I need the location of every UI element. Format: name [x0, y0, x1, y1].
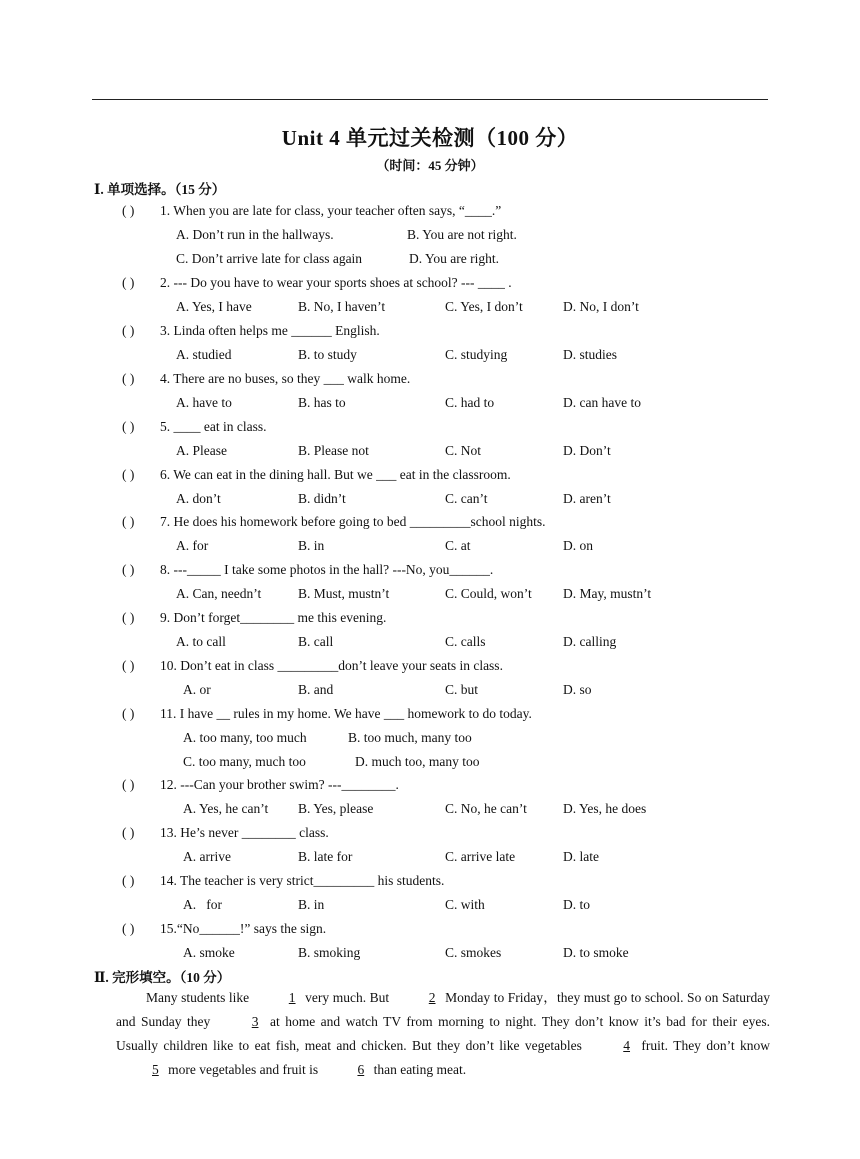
option-c: C. at — [445, 538, 471, 553]
cloze-passage — [116, 986, 770, 1082]
option-b: B. Must, mustn’t — [298, 586, 390, 601]
option-d: D. You are right. — [409, 251, 499, 266]
option-b: B. late for — [298, 849, 353, 864]
option-b: B. too much, many too — [348, 730, 472, 745]
passage-text: more vegetables and fruit is — [168, 1062, 319, 1077]
question-1 — [122, 203, 501, 219]
option-a: A. Can, needn’t — [176, 586, 262, 601]
option-a: A. or — [183, 682, 211, 697]
question-text: 6. We can eat in the dining hall. But we ___ eat in the classroom. — [160, 467, 511, 482]
option-a: A. Yes, I have — [176, 299, 252, 314]
question-text: 2. --- Do you have to wear your sports shoes at school? --- ____ . — [160, 275, 512, 290]
option-c: C. but — [445, 682, 479, 697]
answer-slot[interactable]: ( ) — [122, 873, 135, 888]
option-c: C. Not — [445, 443, 482, 458]
option-c: C. smokes — [445, 945, 502, 960]
blank-3[interactable]: 3 — [251, 1014, 259, 1029]
option-c: C. No, he can’t — [445, 801, 527, 816]
option-b: B. No, I haven’t — [298, 299, 386, 314]
passage-text: Many students like — [146, 990, 250, 1005]
option-b: B. smoking — [298, 945, 361, 960]
answer-slot[interactable]: ( ) — [122, 467, 135, 482]
option-b: B. in — [298, 897, 325, 912]
passage-text: fruit. They don’t know — [641, 1038, 770, 1053]
option-c: C. Yes, I don’t — [445, 299, 523, 314]
answer-slot[interactable]: ( ) — [122, 562, 135, 577]
option-b: B. Yes, please — [298, 801, 374, 816]
option-c: C. studying — [445, 347, 508, 362]
blank-6[interactable]: 6 — [357, 1062, 365, 1077]
option-c: C. calls — [445, 634, 486, 649]
question-11 — [122, 706, 532, 722]
answer-slot[interactable]: ( ) — [122, 203, 135, 218]
answer-slot[interactable]: ( ) — [122, 825, 135, 840]
option-d: D. to smoke — [563, 945, 629, 960]
question-8 — [122, 562, 493, 578]
answer-slot[interactable]: ( ) — [122, 706, 135, 721]
question-text: 3. Linda often helps me ______ English. — [160, 323, 380, 338]
answer-slot[interactable]: ( ) — [122, 514, 135, 529]
option-c: C. had to — [445, 395, 495, 410]
option-d: D. studies — [563, 347, 617, 362]
option-a: A. have to — [176, 395, 232, 410]
option-a: A. studied — [176, 347, 232, 362]
option-d: D. on — [563, 538, 593, 553]
answer-slot[interactable]: ( ) — [122, 323, 135, 338]
option-a: A. for — [183, 897, 222, 912]
blank-4[interactable]: 4 — [623, 1038, 631, 1053]
question-text: 12. ---Can your brother swim? ---________. — [160, 777, 399, 792]
question-13 — [122, 825, 329, 841]
option-c: C. too many, much too — [183, 754, 306, 769]
option-c: C. with — [445, 897, 485, 912]
answer-slot[interactable]: ( ) — [122, 419, 135, 434]
question-14 — [122, 873, 444, 889]
option-b: B. and — [298, 682, 334, 697]
section-2-heading: Ⅱ. 完形填空。（10 分） — [94, 970, 231, 985]
option-a: A. don’t — [176, 491, 221, 506]
option-d: D. Yes, he does — [563, 801, 647, 816]
question-15 — [122, 921, 326, 937]
question-text: 8. ---_____ I take some photos in the hall? ---No, you______. — [160, 562, 494, 577]
option-c: C. can’t — [445, 491, 488, 506]
option-d: D. to — [563, 897, 590, 912]
question-12 — [122, 777, 399, 793]
answer-slot[interactable]: ( ) — [122, 610, 135, 625]
option-a: A. arrive — [183, 849, 231, 864]
option-a: A. smoke — [183, 945, 235, 960]
blank-5[interactable]: 5 — [152, 1062, 159, 1077]
passage-text: than eating meat. — [373, 1062, 467, 1077]
option-a: A. Please — [176, 443, 227, 458]
option-d: D. calling — [563, 634, 617, 649]
option-c: C. Could, won’t — [445, 586, 532, 601]
header-rule — [92, 99, 768, 100]
answer-slot[interactable]: ( ) — [122, 921, 135, 936]
option-d: D. Don’t — [563, 443, 611, 458]
question-4 — [122, 371, 410, 387]
option-d: D. so — [563, 682, 592, 697]
question-10 — [122, 658, 503, 674]
option-d: D. can have to — [563, 395, 641, 410]
option-d: D. No, I don’t — [563, 299, 639, 314]
option-b: B. call — [298, 634, 334, 649]
passage-text: at home and watch TV from morning to night. They don’t know it’s bad for their eyes. Usually children like to eat fish, meat and chicken. But they don’t like vegetables — [116, 1014, 771, 1053]
option-b: B. didn’t — [298, 491, 346, 506]
question-text: 11. I have __ rules in my home. We have ___ homework to do today. — [160, 706, 532, 721]
question-2 — [122, 275, 512, 291]
option-a: A. Don’t run in the hallways. — [176, 227, 334, 242]
question-text: 1. When you are late for class, your teacher often says, “____.” — [160, 203, 502, 218]
question-text: 9. Don’t forget________ me this evening. — [160, 610, 387, 625]
passage-text: very much. But — [305, 990, 390, 1005]
page-title: Unit 4 单元过关检测（100 分） — [281, 126, 579, 150]
answer-slot[interactable]: ( ) — [122, 658, 135, 673]
question-text: 4. There are no buses, so they ___ walk home. — [160, 371, 411, 386]
question-text: 15.“No______!” says the sign. — [160, 921, 327, 936]
question-6 — [122, 467, 511, 483]
answer-slot[interactable]: ( ) — [122, 275, 135, 290]
option-a: A. for — [176, 538, 209, 553]
option-c: C. Don’t arrive late for class again — [176, 251, 363, 266]
question-text: 10. Don’t eat in class _________don’t leave your seats in class. — [160, 658, 503, 673]
page-subtitle: （时间：45 分钟） — [376, 158, 484, 173]
option-b: B. in — [298, 538, 325, 553]
option-b: B. to study — [298, 347, 357, 362]
option-d: D. late — [563, 849, 599, 864]
blank-1[interactable]: 1 — [288, 990, 296, 1005]
answer-slot[interactable]: ( ) — [122, 777, 135, 792]
question-7 — [122, 514, 545, 530]
section-1-heading: Ⅰ. 单项选择。（15 分） — [94, 182, 226, 197]
question-text: 14. The teacher is very strict_________ his students. — [160, 873, 445, 888]
blank-2[interactable]: 2 — [428, 990, 436, 1005]
option-b: B. Please not — [298, 443, 369, 458]
question-text: 7. He does his homework before going to bed _________school nights. — [160, 514, 546, 529]
question-5 — [122, 419, 266, 435]
option-d: D. May, mustn’t — [563, 586, 652, 601]
question-text: 13. He’s never ________ class. — [160, 825, 329, 840]
option-b: B. You are not right. — [407, 227, 517, 242]
option-a: A. too many, too much — [183, 730, 307, 745]
option-d: D. much too, many too — [355, 754, 480, 769]
question-text: 5. ____ eat in class. — [160, 419, 267, 434]
option-c: C. arrive late — [445, 849, 516, 864]
option-d: D. aren’t — [563, 491, 611, 506]
passage-text: Monday to Friday，they must go to school. So on Saturday and Sunday they — [116, 990, 770, 1029]
question-9 — [122, 610, 386, 626]
option-b: B. has to — [298, 395, 346, 410]
question-3 — [122, 323, 380, 339]
option-a: A. to call — [176, 634, 226, 649]
option-a: A. Yes, he can’t — [183, 801, 269, 816]
answer-slot[interactable]: ( ) — [122, 371, 135, 386]
